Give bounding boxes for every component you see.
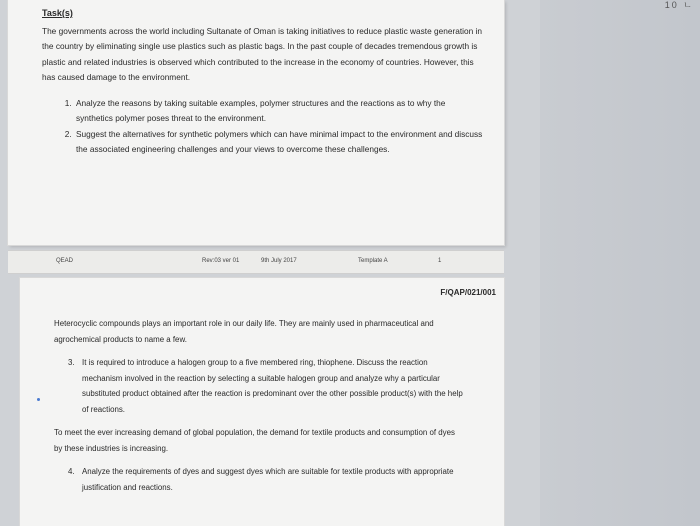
background-right [540, 0, 700, 526]
form-code: F/QAP/021/001 [440, 288, 496, 297]
task-heading: Task(s) [42, 8, 73, 18]
page-1-content [42, 6, 484, 158]
footer-date: 9th July 2017 [261, 258, 297, 264]
heterocyclic-paragraph: Heterocyclic compounds plays an important role in our daily life. They are mainly used in pharmaceutical and agrochemical products to name a few. [54, 319, 434, 344]
footer-page-number: 1 [438, 258, 442, 264]
corner-marks: 10 ㄴ [664, 0, 694, 10]
question-4-text: Analyze the requirements of dyes and suggest dyes which are suitable for textile products with appropriate justification and reactions. [82, 467, 454, 492]
page-2-content [54, 316, 464, 495]
question-2: 2. Suggest the alternatives for synthetic polymers which can have minimal impact to the environment and discuss the associated engineering challenges and your views to overcome these challenges. [74, 127, 484, 158]
intro-paragraph: The governments across the world including Sultanate of Oman is taking initiatives to reduce plastic waste generation in the country by eliminating single use plastics such as plastic bags. In the past couple of decades tremendous growth is plastic and related industries is observed which contributed to the increase in the economy of countries. However, this has caused damage to the environment. [42, 25, 482, 82]
question-1: 1. Analyze the reasons by taking suitable examples, polymer structures and the reactions as to why the synthetics polymer poses threat to the environment. [74, 96, 484, 127]
question-4 [68, 464, 464, 495]
question-list [42, 96, 484, 158]
textile-paragraph: To meet the ever increasing demand of global population, the demand for textile products and consumption of dyes by these industries is increasing. [54, 428, 455, 453]
footer-revision: Rev:03 ver 01 [202, 258, 240, 264]
page-footer [8, 250, 504, 274]
question-3 [68, 355, 464, 417]
question-4-number: 4. [68, 467, 75, 476]
footer-org: QEAD [56, 258, 74, 264]
page-2 [20, 278, 504, 526]
page-1 [8, 0, 504, 245]
blue-dot-mark [37, 398, 40, 401]
question-3-text: It is required to introduce a halogen group to a five membered ring, thiophene. Discuss the reaction mechanism involved in the reaction by selecting a suitable halogen group and analyze why a particular substituted product obtained after the reaction is predominant over the other possible product(s) with the help of reactions. [82, 358, 463, 414]
question-3-number: 3. [68, 358, 75, 367]
footer-template: Template A [358, 258, 388, 264]
